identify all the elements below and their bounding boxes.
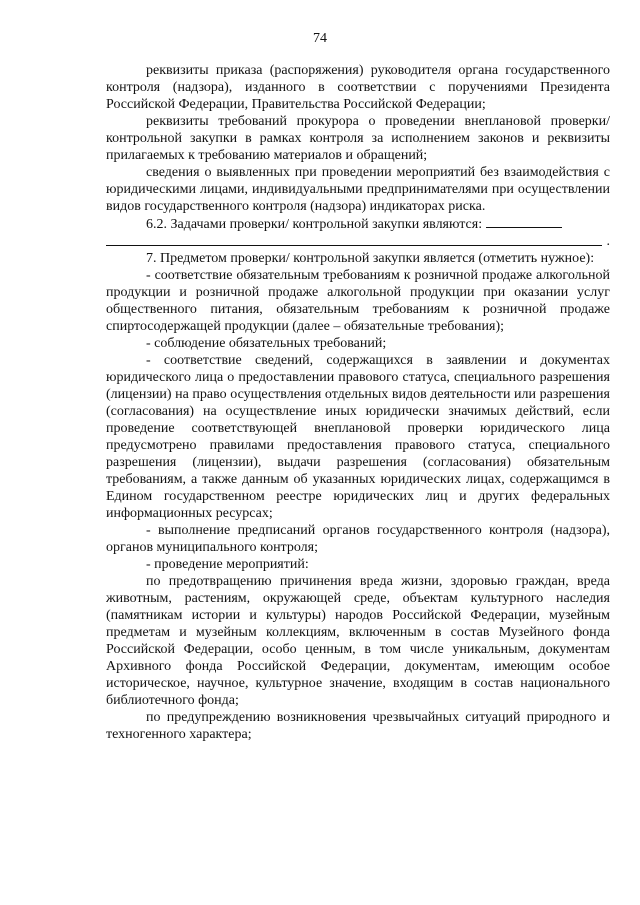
inspection-tasks-fill-line [106, 233, 610, 250]
document-body [106, 62, 610, 743]
paragraph-harm-prevention: по предотвращению причинения вреда жизни, здоровью граждан, вреда животным, растениям, окружающей среде, объектам культурного наследия (памятникам истории и культуры) народов Российской Федерации, музейным предметам и музейным коллекциям, включенным в состав Музейного фонда Российской Федерации, особо ценным, в том числе уникальным, документам Архивного фонда Российской Федерации, документам, имеющим особое историческое, научное, культурное значение, входящим в состав национального библиотечного фонда; [106, 574, 610, 708]
paragraph-inspection-subject: 7. Предметом проверки/ контрольной закупки является (отметить нужное): [146, 251, 595, 266]
inspection-tasks-label: 6.2. Задачами проверки/ контрольной закупки являются: [146, 217, 483, 232]
fill-rule [106, 245, 602, 246]
paragraph-observance: - соблюдение обязательных требований; [146, 336, 387, 351]
fill-line-end: . [606, 234, 610, 249]
paragraph-emergency-prevention: по предупреждению возникновения чрезвычайных ситуаций природного и техногенного характера; [106, 710, 610, 742]
paragraph-compliance-alcohol: - соответствие обязательным требованиям к розничной продаже алкогольной продукции и розничной продаже алкогольной продукции при оказании услуг общественного питания, обязательным требованиям к розничной продаже спиртосодержащей продукции (далее – обязательные требования); [106, 268, 610, 334]
page-number: 74 [313, 31, 327, 46]
paragraph-prosecutor-details: реквизиты требований прокурора о проведении внеплановой проверки/ контрольной закупки в рамках контроля за исполнением законов и реквизиты прилагаемых к требованию материалов и обращений; [106, 114, 610, 163]
inspection-tasks-blank [486, 215, 562, 228]
paragraph-inspection-tasks [106, 215, 610, 233]
paragraph-order-details: реквизиты приказа (распоряжения) руководителя органа государственного контроля (надзора), изданного в соответствии с поручениями Президента Российской Федерации, Правительства Российской Федерации; [106, 63, 610, 112]
paragraph-compliance-information: - соответствие сведений, содержащихся в заявлении и документах юридического лица о предоставлении правового статуса, специального разрешения (лицензии) на право осуществления отдельных видов деятельности или разрешения (согласования) на осуществление иных юридически значимых действий, если проведение соответствующей внеплановой проверки юридического лица предусмотрено правилами предоставления правового статуса, специального разрешения (лицензии), выдачи разрешения (согласования) обязательным требованиям, а также данным об указанных юридических лицах, содержащимся в Едином государственном реестре юридических лиц и других федеральных информационных ресурсах; [106, 353, 610, 521]
paragraph-orders-execution: - выполнение предписаний органов государственного контроля (надзора), органов муниципального контроля; [106, 523, 610, 555]
paragraph-risk-indicators: сведения о выявленных при проведении мероприятий без взаимодействия с юридическими лицами, индивидуальными предпринимателями при осуществлении видов государственного контроля (надзора) индикаторах риска. [106, 165, 610, 214]
paragraph-measures: - проведение мероприятий: [146, 557, 309, 572]
